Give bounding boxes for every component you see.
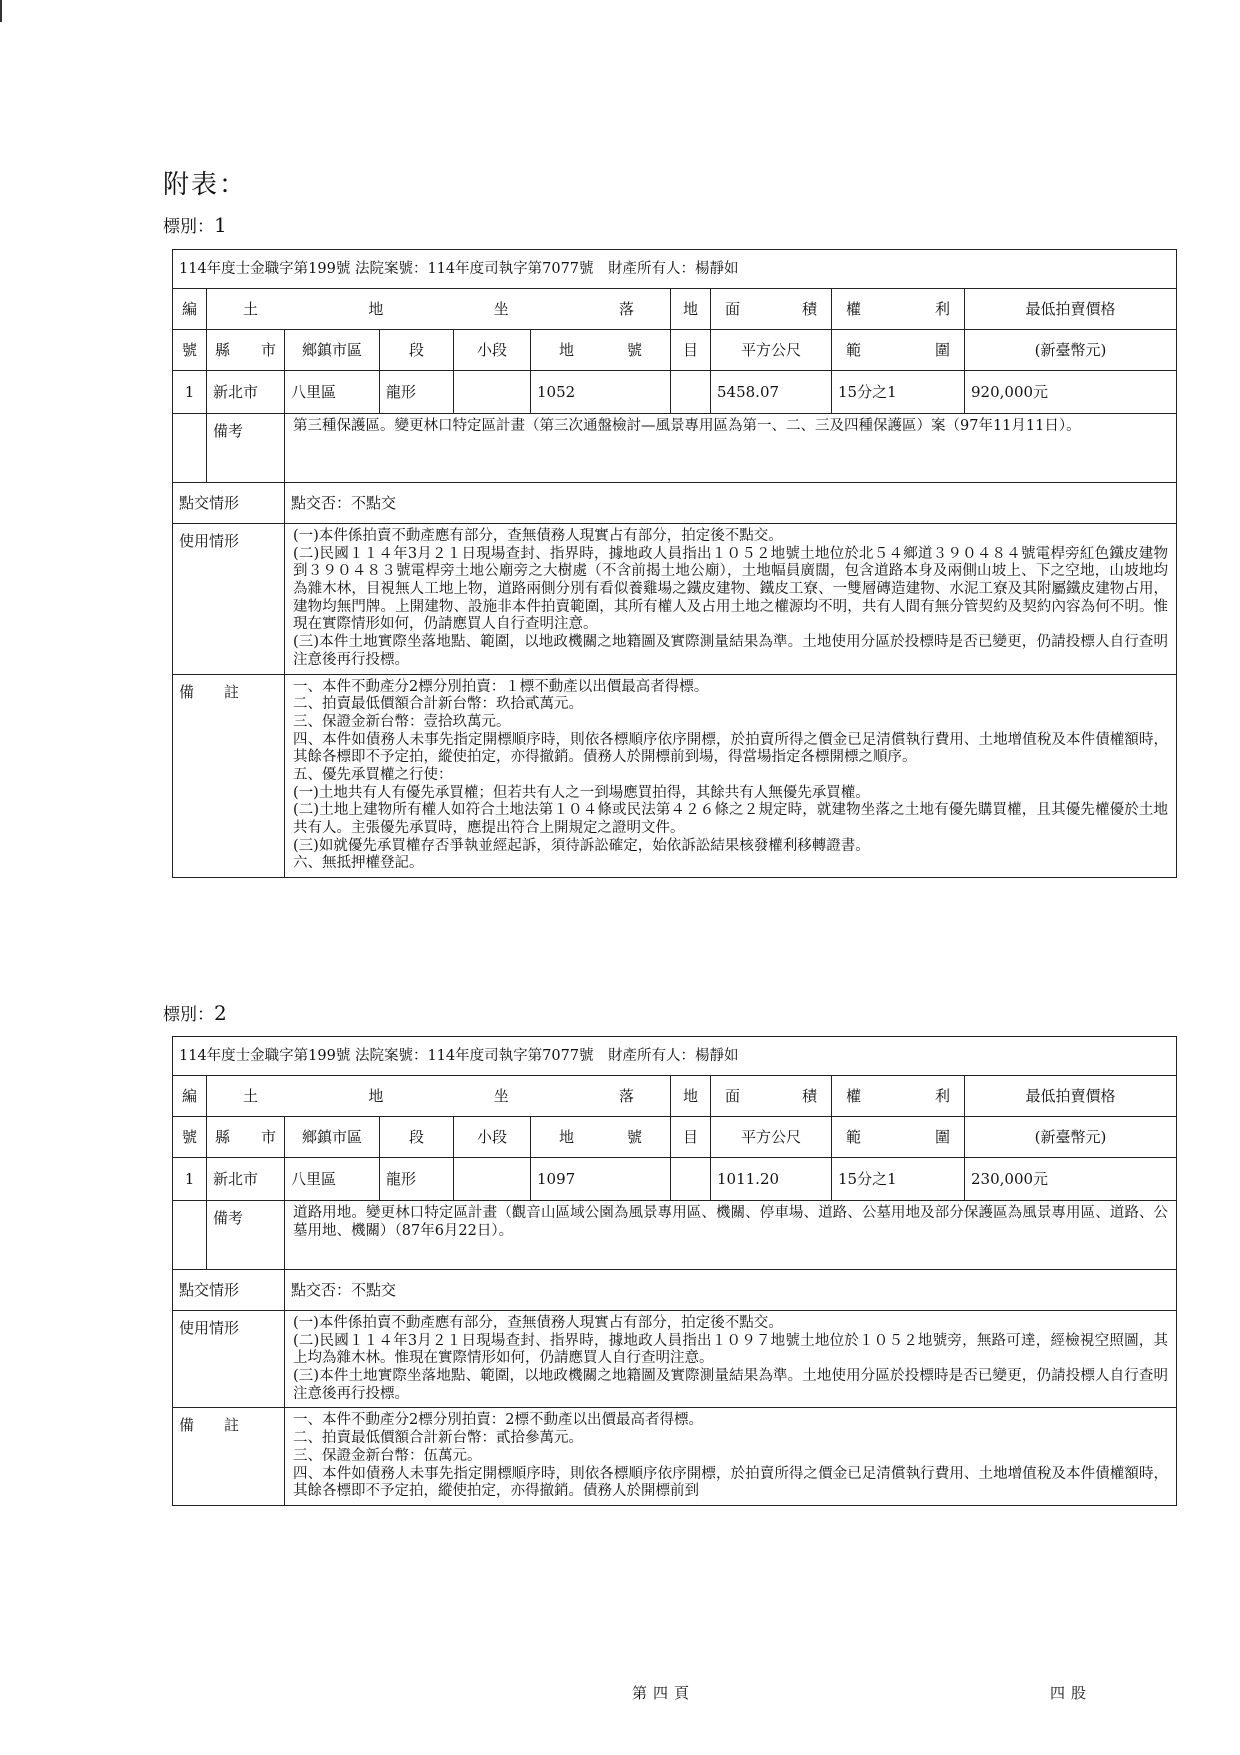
remarks-label: 備考 xyxy=(207,1201,285,1270)
cell-rights-scope: 15分之1 xyxy=(832,371,965,414)
lot-label-number: 1 xyxy=(214,213,227,237)
header-rights-char: 權 xyxy=(846,1086,862,1105)
cell-county: 新北市 xyxy=(207,371,285,414)
header-land-top: 地 xyxy=(671,289,711,330)
header-township: 鄉鎮市區 xyxy=(285,330,380,371)
header-scope-char: 範 xyxy=(846,340,862,359)
header-serial-top: 編 xyxy=(173,1076,207,1117)
footer-page-number: 第四頁 xyxy=(632,1684,696,1702)
header-location-char: 地 xyxy=(368,1086,384,1105)
notes-text xyxy=(285,674,1177,878)
header-lotno-char: 號 xyxy=(626,1127,642,1146)
scan-edge-mark xyxy=(0,0,2,22)
usage-line: (一)本件係拍賣不動產應有部分，查無債務人現實占有部分，拍定後不點交。 xyxy=(293,1315,783,1331)
header-lot-no xyxy=(531,330,671,371)
lot-label-prefix: 標別： xyxy=(163,1005,214,1025)
header-price-unit: (新臺幣元) xyxy=(965,330,1177,371)
header-area-char: 面 xyxy=(725,299,741,318)
header-scope-char: 圍 xyxy=(934,1127,950,1146)
cell-county: 新北市 xyxy=(207,1158,285,1201)
header-location xyxy=(207,289,671,330)
header-county xyxy=(207,330,285,371)
cell-min-price: 230,000元 xyxy=(965,1158,1177,1201)
cell-lot-no: 1097 xyxy=(531,1158,671,1201)
handover-label: 點交情形 xyxy=(173,483,285,524)
header-area-char: 積 xyxy=(801,1086,817,1105)
header-county-char: 市 xyxy=(260,340,276,359)
header-location-char: 落 xyxy=(618,299,634,318)
header-serial-bottom: 號 xyxy=(173,1117,207,1158)
lot-table-2 xyxy=(172,1036,1177,1506)
note-line: (二)土地上建物所有權人如符合土地法第１０４條或民法第４２６條之２規定時，就建物坐落之土地有優先購買權，且其優先權優於土地共有人。主張優先承買時，應提出符合上開規定之證明文件。 xyxy=(293,802,1169,836)
header-scope-char: 範 xyxy=(846,1127,862,1146)
cell-subsection xyxy=(454,371,531,414)
header-serial-bottom: 號 xyxy=(173,330,207,371)
header-area xyxy=(711,289,832,330)
cell-lot-no: 1052 xyxy=(531,371,671,414)
header-lotno-char: 地 xyxy=(559,340,575,359)
note-line: 四、本件如債務人未事先指定開標順序時，則依各標順序依序開標，於拍賣所得之價金已足清償執行費用、土地增值稅及本件債權額時，其餘各標即不予定拍，縱使拍定，亦得撤銷。債務人於開標前到場，得當場指定各標開標之順序。 xyxy=(293,731,1169,766)
notes-text xyxy=(285,1408,1177,1505)
header-area-char: 面 xyxy=(725,1086,741,1105)
usage-line: (三)本件土地實際坐落地點、範圍，以地政機關之地籍圖及實際測量結果為準。土地使用分區於投標時是否已變更，仍請投標人自行查明注意後再行投標。 xyxy=(293,634,1169,668)
note-line: 二、拍賣最低價額合計新台幣：玖拾貳萬元。 xyxy=(293,696,583,713)
note-line: 二、拍賣最低價額合計新台幣：貳拾參萬元。 xyxy=(293,1430,583,1447)
header-area-unit: 平方公尺 xyxy=(711,330,832,371)
cell-area: 5458.07 xyxy=(711,371,832,414)
header-area-char: 積 xyxy=(801,299,817,318)
case-info: 114年度士金職字第199號 法院案號：114年度司執字第7077號 財產所有人：楊靜如 xyxy=(173,250,1177,289)
header-subsection: 小段 xyxy=(454,330,531,371)
header-price-title: 最低拍賣價格 xyxy=(965,289,1177,330)
header-location-char: 落 xyxy=(618,1086,634,1105)
note-line: 三、保證金新台幣：伍萬元。 xyxy=(293,1447,482,1464)
lot-label xyxy=(163,212,227,237)
case-info: 114年度士金職字第199號 法院案號：114年度司執字第7077號 財產所有人：楊靜如 xyxy=(173,1037,1177,1076)
header-area-unit: 平方公尺 xyxy=(711,1117,832,1158)
cell-area: 1011.20 xyxy=(711,1158,832,1201)
header-location-char: 坐 xyxy=(493,299,509,318)
remarks-text: 道路用地。變更林口特定區計畫（觀音山區域公園為風景專用區、機關、停車場、道路、公墓用地及部分保護區為風景專用區、道路、公墓用地、機關）（87年6月22日）。 xyxy=(285,1201,1177,1270)
cell-serial: 1 xyxy=(173,1158,207,1201)
header-scope xyxy=(832,330,965,371)
lot-label xyxy=(163,1000,227,1025)
header-county-char: 縣 xyxy=(215,1127,231,1146)
header-land-bottom: 目 xyxy=(671,330,711,371)
header-county-char: 縣 xyxy=(215,340,231,359)
cell-rights-scope: 15分之1 xyxy=(832,1158,965,1201)
header-land-top: 地 xyxy=(671,1076,711,1117)
lot-table-1 xyxy=(172,249,1177,878)
header-section: 段 xyxy=(380,1117,454,1158)
cell-serial: 1 xyxy=(173,371,207,414)
header-price-title: 最低拍賣價格 xyxy=(965,1076,1177,1117)
header-county-char: 市 xyxy=(260,1127,276,1146)
lot-label-number: 2 xyxy=(214,1001,227,1025)
note-line: 一、本件不動產分2標分別拍賣：１標不動產以出價最高者得標。 xyxy=(293,678,709,695)
handover-text: 點交否：不點交 xyxy=(285,483,1177,524)
header-lotno-char: 號 xyxy=(626,340,642,359)
header-location-char: 土 xyxy=(243,299,259,318)
note-line: 五、優先承買權之行使： xyxy=(293,766,453,783)
header-subsection: 小段 xyxy=(454,1117,531,1158)
header-scope-char: 圍 xyxy=(934,340,950,359)
note-line: (三)如就優先承買權存否爭執並經起訴，須待訴訟確定，始依訴訟結果核發權利移轉證書。 xyxy=(293,837,870,854)
handover-label: 點交情形 xyxy=(173,1270,285,1311)
header-scope xyxy=(832,1117,965,1158)
lot-label-prefix: 標別： xyxy=(163,217,214,237)
header-area xyxy=(711,1076,832,1117)
header-price-unit: (新臺幣元) xyxy=(965,1117,1177,1158)
usage-text xyxy=(285,1311,1177,1408)
footer-division: 四股 xyxy=(1050,1684,1093,1702)
handover-text: 點交否：不點交 xyxy=(285,1270,1177,1311)
cell-township: 八里區 xyxy=(285,1158,380,1201)
cell-section: 龍形 xyxy=(380,1158,454,1201)
cell-land-use xyxy=(671,371,711,414)
header-serial-top: 編 xyxy=(173,289,207,330)
usage-text xyxy=(285,524,1177,675)
header-location-char: 坐 xyxy=(493,1086,509,1105)
notes-label: 備 註 xyxy=(173,674,285,878)
cell-township: 八里區 xyxy=(285,371,380,414)
notes-label: 備 註 xyxy=(173,1408,285,1505)
cell-subsection xyxy=(454,1158,531,1201)
header-location xyxy=(207,1076,671,1117)
header-rights-char: 利 xyxy=(934,299,950,318)
header-section: 段 xyxy=(380,330,454,371)
page-title: 附表： xyxy=(163,170,248,200)
note-line: 四、本件如債務人未事先指定開標順序時，則依各標順序依序開標，於拍賣所得之價金已足清償執行費用、土地增值稅及本件債權額時，其餘各標即不予定拍，縱使拍定，亦得撤銷。債務人於開標前到 xyxy=(293,1465,1169,1500)
note-line: 六、無抵押權登記。 xyxy=(293,855,424,872)
header-rights-char: 利 xyxy=(934,1086,950,1105)
header-rights-char: 權 xyxy=(846,299,862,318)
usage-label: 使用情形 xyxy=(173,524,285,675)
remarks-label: 備考 xyxy=(207,414,285,483)
cell-section: 龍形 xyxy=(380,371,454,414)
remarks-text: 第三種保護區。變更林口特定區計畫（第三次通盤檢討—風景專用區為第一、二、三及四種保護區）案（97年11月11日）。 xyxy=(285,414,1177,483)
usage-line: (三)本件土地實際坐落地點、範圍，以地政機關之地籍圖及實際測量結果為準。土地使用分區於投標時是否已變更，仍請投標人自行查明注意後再行投標。 xyxy=(293,1368,1169,1402)
header-rights xyxy=(832,289,965,330)
header-location-char: 土 xyxy=(243,1086,259,1105)
usage-line: (一)本件係拍賣不動產應有部分，查無債務人現實占有部分，拍定後不點交。 xyxy=(293,528,783,544)
note-line: 一、本件不動產分2標分別拍賣：2標不動產以出價最高者得標。 xyxy=(293,1412,703,1429)
header-lot-no xyxy=(531,1117,671,1158)
header-county xyxy=(207,1117,285,1158)
usage-line: (二)民國１１４年3月２１日現場查封、指界時，據地政人員指出１０５２地號土地位於北５４鄉道３９０４８４號電桿旁紅色鐵皮建物到３９０４８３號電桿旁土地公廟旁之大樹處（不含前揭土地公廟），土地幅員廣闊，包含道路本身及兩側山坡上、下之空地，山坡地均為雜木林，目視無人工地上物，道路兩側分別有看似養雞場之鐵皮建物、鐵皮工寮、一雙層磚造建物、水泥工寮及其附屬鐵皮建物占用，建物均無門牌。上開建物、設施非本件拍賣範圍，其所有權人及占用土地之權源均不明，共有人間有無分管契約及契約內容為何不明。惟現在實際情形如何，仍請應買人自行查明注意。 xyxy=(293,545,1169,633)
usage-label: 使用情形 xyxy=(173,1311,285,1408)
header-location-char: 地 xyxy=(368,299,384,318)
note-line: 三、保證金新台幣：壹拾玖萬元。 xyxy=(293,713,511,730)
cell-land-use xyxy=(671,1158,711,1201)
cell-min-price: 920,000元 xyxy=(965,371,1177,414)
header-rights xyxy=(832,1076,965,1117)
note-line: (一)土地共有人有優先承買權；但若共有人之一到場應買拍得，其餘共有人無優先承買權。 xyxy=(293,784,870,801)
usage-line: (二)民國１１４年3月２１日現場查封、指界時，據地政人員指出１０９７地號土地位於１０５２地號旁，無路可達，經檢視空照圖，其上均為雜木林。惟現在實際情形如何，仍請應買人自行查明注意。 xyxy=(293,1332,1169,1367)
header-township: 鄉鎮市區 xyxy=(285,1117,380,1158)
header-lotno-char: 地 xyxy=(559,1127,575,1146)
header-land-bottom: 目 xyxy=(671,1117,711,1158)
